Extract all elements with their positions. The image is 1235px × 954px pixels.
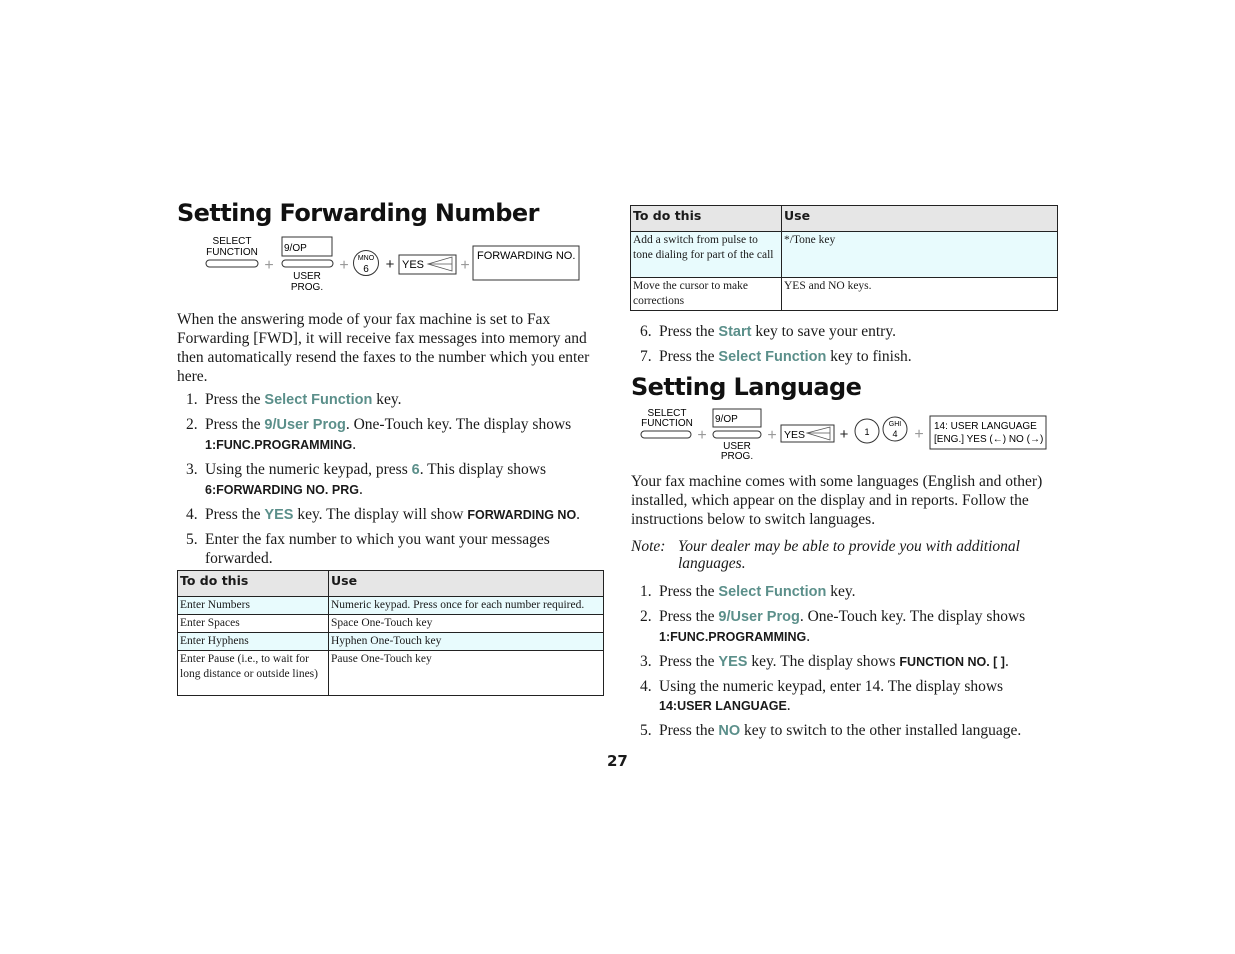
section-title-language: Setting Language	[631, 373, 862, 401]
forwarding-entry-table	[177, 570, 604, 696]
table-cell: Enter Numbers	[178, 597, 329, 615]
six-label: 6	[363, 264, 369, 275]
list-item: 4. Press the YES key. The display will show FORWARDING NO.	[186, 506, 581, 523]
table-header: To do this	[631, 206, 782, 232]
list-item: 6. Press the Start key to save your entry.	[640, 323, 896, 340]
table-header: Use	[329, 571, 604, 597]
select-function-label: FUNCTION	[641, 418, 693, 429]
op-key-label: 9/OP	[715, 414, 738, 425]
forwarding-steps-list-continued	[631, 322, 1059, 372]
user-prog-label: PROG.	[720, 451, 754, 462]
select-function-label: SELECT	[647, 408, 687, 419]
table-cell: Enter Pause (i.e., to wait for long distance or outside lines)	[178, 651, 329, 696]
table-cell: Hyphen One-Touch key	[329, 633, 604, 651]
one-label: 1	[864, 427, 870, 437]
list-item: 4. Using the numeric keypad, enter 14. The display shows 14:USER LANGUAGE.	[640, 678, 1004, 714]
forwarding-key-sequence-diagram	[200, 234, 590, 294]
plus-sign: +	[460, 257, 470, 274]
table-cell: Add a switch from pulse to tone dialing for part of the call	[631, 232, 782, 278]
forwarding-steps-list	[177, 390, 605, 573]
select-function-key-icon	[206, 260, 258, 267]
op-key-label: 9/OP	[284, 243, 307, 254]
user-prog-label: USER	[293, 271, 321, 282]
table-cell: Enter Spaces	[178, 615, 329, 633]
note-text: Your dealer may be able to provide you with additional languages.	[678, 538, 1020, 572]
yes-key-label: YES	[784, 429, 806, 441]
table-cell: Enter Hyphens	[178, 633, 329, 651]
lcd-display-line1: 14: USER LANGUAGE	[934, 421, 1037, 432]
list-item: 5. Press the NO key to switch to the other installed language.	[640, 722, 1022, 739]
plus-sign: +	[385, 256, 395, 273]
list-item: 7. Press the Select Function key to finish.	[640, 348, 912, 365]
table-cell: Move the cursor to make corrections	[631, 278, 782, 311]
language-steps-list	[631, 582, 1059, 746]
table-cell: Numeric keypad. Press once for each number required.	[329, 597, 604, 615]
list-item: 3. Press the YES key. The display shows FUNCTION NO. [ ].	[640, 653, 1009, 670]
plus-sign: +	[264, 257, 274, 274]
table-cell: */Tone key	[782, 232, 1058, 278]
language-intro-paragraph: Your fax machine comes with some languages (English and other) installed, which appear on the display and in reports. Follow the instructions below to switch languages.	[631, 473, 1043, 528]
language-note	[631, 538, 1059, 572]
user-prog-label: PROG.	[290, 282, 324, 293]
mno-label: MNO	[357, 255, 375, 262]
language-key-sequence-diagram	[636, 405, 1056, 463]
list-item: 1. Press the Select Function key.	[186, 391, 402, 408]
forwarding-entry-table-continued	[630, 205, 1058, 311]
forwarding-intro-paragraph: When the answering mode of your fax machine is set to Fax Forwarding [FWD], it will receive fax messages into memory and then automatically resend the faxes to the number which you enter here.	[177, 311, 590, 385]
select-function-label: SELECT	[212, 236, 252, 247]
yes-key-label: YES	[402, 259, 425, 271]
user-prog-key-icon	[713, 431, 761, 438]
table-header: Use	[782, 206, 1058, 232]
lcd-display-line2: [ENG.] YES (←) NO (→)	[934, 434, 1044, 445]
plus-sign: +	[767, 427, 777, 444]
table-cell: YES and NO keys.	[782, 278, 1058, 311]
list-item: 2. Press the 9/User Prog. One-Touch key. The display shows 1:FUNC.PROGRAMMING.	[640, 608, 1026, 645]
page-number: 27	[607, 752, 628, 770]
plus-sign: +	[339, 257, 349, 274]
select-function-key-icon	[641, 431, 691, 438]
section-title-forwarding: Setting Forwarding Number	[177, 199, 539, 227]
user-prog-key-icon	[282, 260, 333, 267]
list-item: 1. Press the Select Function key.	[640, 583, 856, 600]
lcd-display-text: FORWARDING NO.	[477, 250, 576, 262]
select-function-label: FUNCTION	[206, 247, 258, 258]
table-cell: Pause One-Touch key	[329, 651, 604, 696]
ghi-label: GHI	[888, 421, 902, 428]
user-prog-label: USER	[723, 441, 751, 452]
list-item: 3. Using the numeric keypad, press 6. This display shows 6:FORWARDING NO. PRG.	[186, 461, 547, 498]
list-item: 2. Press the 9/User Prog. One-Touch key. The display shows 1:FUNC.PROGRAMMING.	[186, 416, 572, 453]
table-header: To do this	[178, 571, 329, 597]
plus-sign: +	[697, 427, 707, 444]
plus-sign: +	[914, 426, 924, 443]
table-cell: Space One-Touch key	[329, 615, 604, 633]
list-item: 5. Enter the fax number to which you want your messages forwarded.	[186, 531, 550, 567]
plus-sign: +	[839, 426, 849, 443]
four-label: 4	[892, 429, 898, 439]
note-label: Note:	[631, 538, 666, 555]
